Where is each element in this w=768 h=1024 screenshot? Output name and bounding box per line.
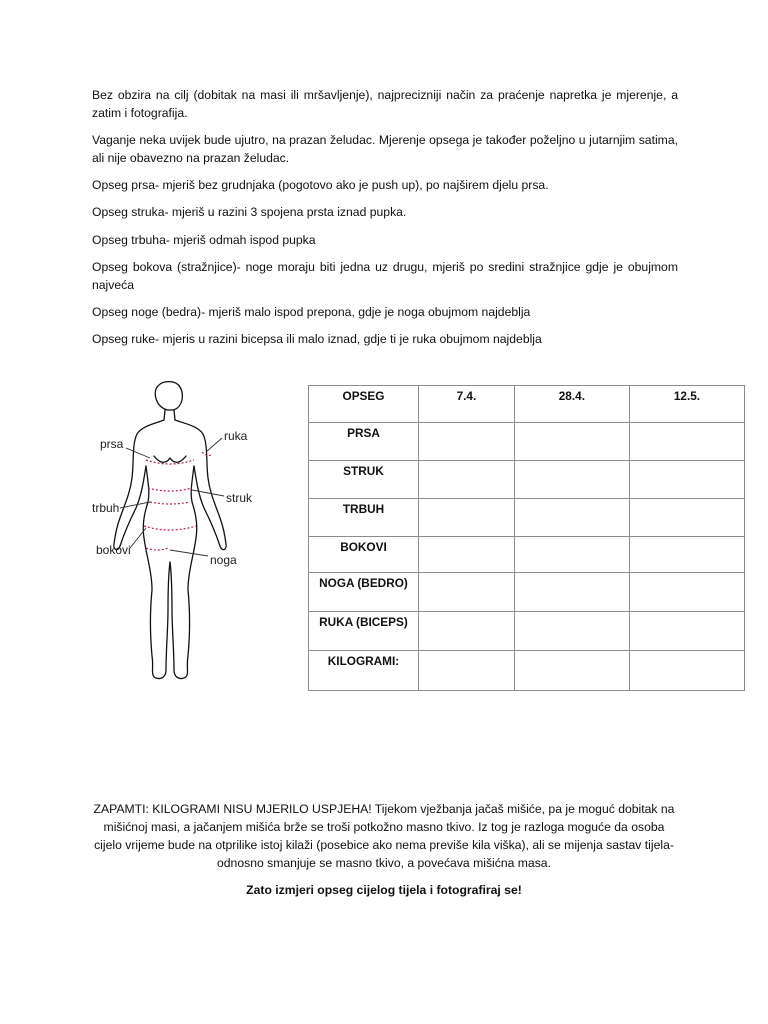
row-label: BOKOVI <box>309 537 419 573</box>
measurement-cell[interactable] <box>514 573 629 612</box>
row-label: RUKA (BICEPS) <box>309 612 419 651</box>
label-trbuh: trbuh <box>92 501 120 515</box>
table-row <box>309 461 745 499</box>
table-row <box>309 537 745 573</box>
measurement-cell[interactable] <box>514 537 629 573</box>
measurement-cell[interactable] <box>419 651 515 691</box>
measurement-table <box>308 385 745 691</box>
waist-instruction: Opseg struka- mjeriš u razini 3 spojena prsta iznad pupka. <box>92 205 407 219</box>
reminder-note: ZAPAMTI: KILOGRAMI NISU MJERILO USPJEHA! Tijekom vježbanja jačaš mišiće, pa je moguć dobitak na mišićnoj masi, a jačanjem mišića brže se troši potkožno masno tkivo. Iz tog je razloga moguće da osoba cijelo vrijeme bude na otprilike istoj kilaži (posebice ako nema previše kila viška), ali se mijenja sastav tijela- odnosno smanjuje se masno tkivo, a povećava mišićna masa. <box>93 802 675 870</box>
measurement-cell[interactable] <box>629 499 744 537</box>
measurement-cell[interactable] <box>419 461 515 499</box>
table-row <box>309 499 745 537</box>
chest-instruction: Opseg prsa- mjeriš bez grudnjaka (pogotovo ako je push up), po najširem djelu prsa. <box>92 178 549 192</box>
row-label: NOGA (BEDRO) <box>309 573 419 612</box>
table-row <box>309 573 745 612</box>
measurement-cell[interactable] <box>514 423 629 461</box>
header-date-1: 7.4. <box>419 386 515 423</box>
label-ruka: ruka <box>224 429 248 443</box>
row-label: STRUK <box>309 461 419 499</box>
table-row <box>309 612 745 651</box>
intro-paragraph: Bez obzira na cilj (dobitak na masi ili mršavljenje), najprecizniji način za praćenje napretka je mjerenje, a zatim i fotografija. <box>92 88 678 120</box>
measurement-cell[interactable] <box>629 461 744 499</box>
measurement-cell[interactable] <box>419 537 515 573</box>
thigh-instruction: Opseg noge (bedra)- mjeriš malo ispod prepona, gdje je noga obujmom najdeblja <box>92 305 531 319</box>
header-date-2: 28.4. <box>514 386 629 423</box>
table-row <box>309 651 745 691</box>
measurement-cell[interactable] <box>629 423 744 461</box>
measurement-cell[interactable] <box>629 537 744 573</box>
label-struk: struk <box>226 491 253 505</box>
header-date-3: 12.5. <box>629 386 744 423</box>
table-row <box>309 423 745 461</box>
body-measurement-figure <box>90 378 280 688</box>
table-header-row <box>309 386 745 423</box>
header-opseg: OPSEG <box>309 386 419 423</box>
measurement-cell[interactable] <box>419 423 515 461</box>
measurement-cell[interactable] <box>419 573 515 612</box>
body-outline-illustration <box>90 378 280 688</box>
label-noga: noga <box>210 553 237 567</box>
measurement-cell[interactable] <box>514 651 629 691</box>
measurement-cell[interactable] <box>629 651 744 691</box>
row-label: KILOGRAMI: <box>309 651 419 691</box>
call-to-action: Zato izmjeri opseg cijelog tijela i fotografiraj se! <box>246 883 522 897</box>
arm-instruction: Opseg ruke- mjeris u razini bicepsa ili malo iznad, gdje ti je ruka obujmom najdeblja <box>92 332 542 346</box>
measurement-cell[interactable] <box>629 573 744 612</box>
measurement-cell[interactable] <box>419 612 515 651</box>
belly-instruction: Opseg trbuha- mjeriš odmah ispod pupka <box>92 233 316 247</box>
weighing-paragraph: Vaganje neka uvijek bude ujutro, na prazan želudac. Mjerenje opsega je također poželjno u jutarnjim satima, ali nije obavezno na prazan želudac. <box>92 133 678 165</box>
measurement-cell[interactable] <box>514 612 629 651</box>
measurement-cell[interactable] <box>419 499 515 537</box>
row-label: TRBUH <box>309 499 419 537</box>
measurement-cell[interactable] <box>514 499 629 537</box>
hips-instruction: Opseg bokova (stražnjice)- noge moraju biti jedna uz drugu, mjeriš po sredini stražnjice gdje je obujmom najveća <box>92 260 678 292</box>
measurement-cell[interactable] <box>629 612 744 651</box>
row-label: PRSA <box>309 423 419 461</box>
measurement-cell[interactable] <box>514 461 629 499</box>
label-prsa: prsa <box>100 437 124 451</box>
label-bokovi: bokovi <box>96 543 131 557</box>
